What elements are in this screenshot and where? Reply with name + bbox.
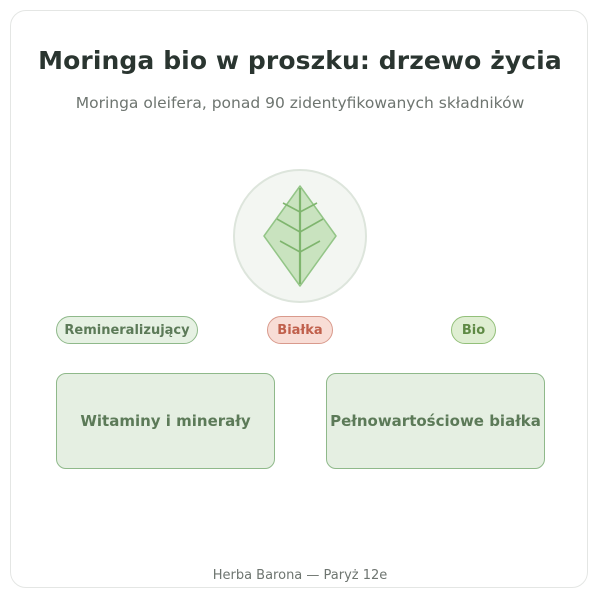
tag-remineralizing: Remineralizujący: [56, 316, 198, 344]
leaf-icon: [232, 168, 368, 304]
box-complete-proteins: Pełnowartościowe białka: [326, 373, 545, 469]
diagram-subtitle: Moringa oleifera, ponad 90 zidentyfikowanych składników: [75, 94, 525, 112]
tag-bio: Bio: [451, 316, 496, 344]
diagram-title: Moringa bio w proszku: drzewo życia: [38, 46, 562, 75]
tag-proteins: Białka: [267, 316, 333, 344]
leaf-badge: [232, 168, 368, 304]
box-vitamins-minerals: Witaminy i minerały: [56, 373, 275, 469]
footer-credit: Herba Barona — Paryż 12e: [212, 568, 388, 583]
